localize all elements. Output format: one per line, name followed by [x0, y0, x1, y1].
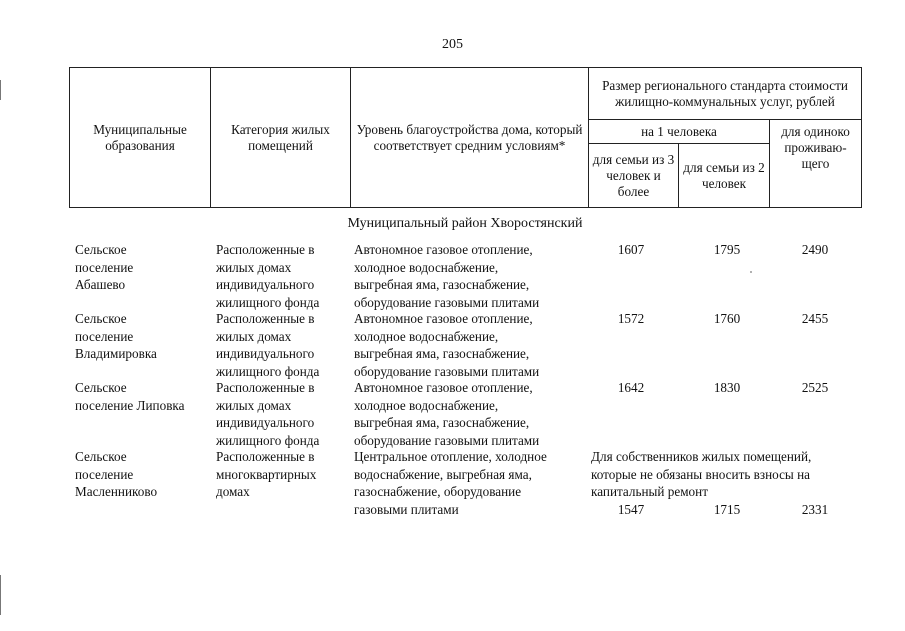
text-line: Автономное газовое отопление, [354, 242, 533, 257]
text-line: холодное водоснабжение, [354, 397, 499, 413]
text-line: жилищного фонда [216, 294, 320, 310]
header-size-group: Размер регионального стандарта стоимости жилищно-коммунальных услуг, рублей [589, 68, 862, 120]
header-level: Уровень благоустройства дома, который соответствует средним условиям* [351, 68, 589, 208]
text-line: оборудование газовыми плитами [354, 363, 540, 379]
value-family2: 1715 [713, 502, 741, 517]
value-family2: 1795 [713, 242, 741, 257]
value-family2: 1830 [713, 380, 741, 395]
text-line: жилых домах [216, 328, 292, 344]
text-line: жилищного фонда [216, 363, 320, 379]
municipal-cell [75, 379, 215, 414]
municipal-cell [75, 310, 215, 363]
text-line: Сельское [75, 449, 127, 464]
value-family3: 1572 [617, 311, 645, 326]
level-cell [354, 379, 594, 449]
text-line: индивидуального [216, 415, 315, 431]
text-line: оборудование газовыми плитами [354, 432, 540, 448]
text-line: выгребная яма, газоснабжение, [354, 415, 530, 431]
text-line: поселение [75, 466, 134, 482]
text-line: Для собственников жилых помещений, [591, 449, 812, 464]
text-line: Расположенные в [216, 311, 315, 326]
value-family3: 1642 [617, 380, 645, 395]
value-single: 2455 [801, 311, 829, 326]
municipal-cell [75, 448, 215, 501]
capital-repair-note [591, 448, 861, 501]
text-line: оборудование газовыми плитами [354, 294, 540, 310]
district-title: Муниципальный район Хворостянский [347, 216, 583, 231]
header-family3: для семьи из 3 человек и более [589, 144, 679, 208]
text-line: Расположенные в [216, 380, 315, 395]
text-line: Масленниково [75, 484, 158, 500]
text-line: Расположенные в [216, 242, 315, 257]
text-line: Абашево [75, 277, 126, 293]
text-line: Владимировка [75, 346, 157, 362]
header-single: для одиноко проживаю-щего [770, 120, 862, 208]
text-line: капитальный ремонт [591, 484, 708, 500]
category-cell [216, 241, 354, 311]
text-line: поселение Липовка [75, 397, 185, 413]
text-line: жилых домах [216, 259, 292, 275]
text-line: домах [216, 484, 250, 500]
header-per-person: на 1 человека [589, 120, 770, 144]
text-line: жилых домах [216, 397, 292, 413]
category-cell [216, 379, 354, 449]
header-family2: для семьи из 2 человек [679, 144, 770, 208]
category-cell [216, 310, 354, 380]
value-single: 2331 [801, 502, 829, 517]
text-line: газоснабжение, оборудование [354, 484, 522, 500]
text-line: Автономное газовое отопление, [354, 311, 533, 326]
value-single: 2490 [801, 242, 829, 257]
text-line: выгребная яма, газоснабжение, [354, 277, 530, 293]
level-cell [354, 241, 594, 311]
text-line: Сельское [75, 311, 127, 326]
text-line: индивидуального [216, 277, 315, 293]
scan-edge-mark [0, 80, 1, 100]
category-cell [216, 448, 354, 501]
text-line: поселение [75, 259, 134, 275]
level-cell [354, 448, 594, 518]
text-line: газовыми плитами [354, 501, 459, 517]
text-line: индивидуального [216, 346, 315, 362]
text-line: холодное водоснабжение, [354, 328, 499, 344]
text-line: водоснабжение, выгребная яма, [354, 466, 532, 482]
text-line: Расположенные в [216, 449, 315, 464]
text-line: Автономное газовое отопление, [354, 380, 533, 395]
text-line: Центральное отопление, холодное [354, 449, 547, 464]
text-line: многоквартирных [216, 466, 317, 482]
value-single: 2525 [801, 380, 829, 395]
municipal-cell [75, 241, 215, 294]
table-header [69, 67, 862, 208]
value-family3: 1547 [617, 502, 645, 517]
value-family3: 1607 [617, 242, 645, 257]
level-cell [354, 310, 594, 380]
scan-speck [750, 271, 752, 273]
header-municipal: Муниципальные образования [70, 68, 211, 208]
header-category: Категория жилых помещений [211, 68, 351, 208]
text-line: которые не обязаны вносить взносы на [591, 466, 810, 482]
text-line: выгребная яма, газоснабжение, [354, 346, 530, 362]
text-line: холодное водоснабжение, [354, 259, 499, 275]
text-line: Сельское [75, 242, 127, 257]
text-line: жилищного фонда [216, 432, 320, 448]
text-line: поселение [75, 328, 134, 344]
text-line: Сельское [75, 380, 127, 395]
value-family2: 1760 [713, 311, 741, 326]
scan-edge-mark [0, 575, 1, 615]
page-number: 205 [442, 37, 463, 52]
